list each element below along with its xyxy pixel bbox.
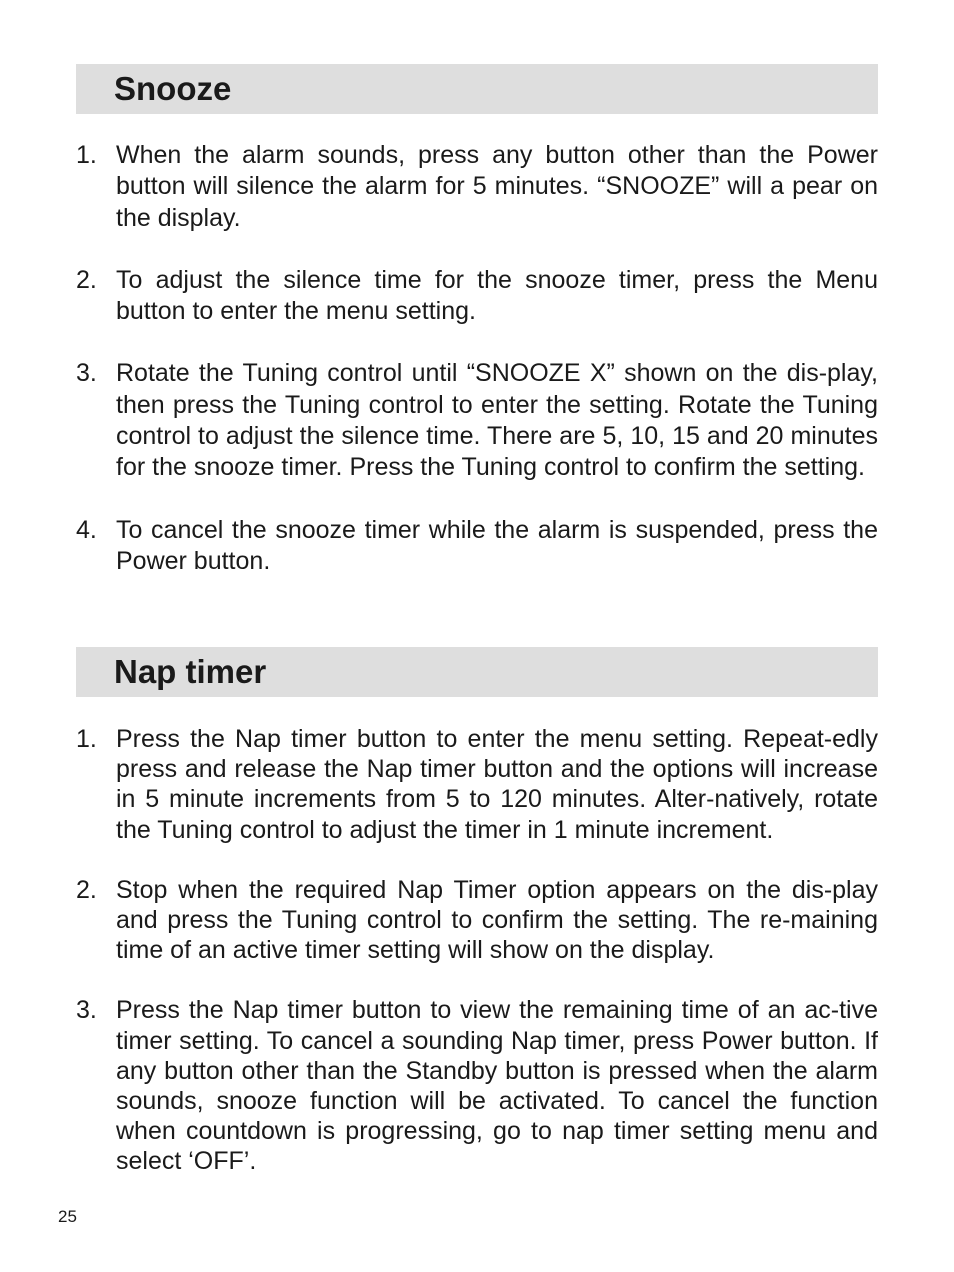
step-number: 4.	[76, 515, 97, 544]
step-number: 3.	[76, 359, 97, 388]
step-text: When the alarm sounds, press any button other than the Power button will silence the alarm for 5 minutes. “SNOOZE” will a pear on the display.	[116, 141, 878, 232]
list-item	[76, 358, 878, 483]
step-text: To cancel the snooze timer while the alarm is suspended, press the Power button.	[116, 515, 878, 575]
list-item	[76, 995, 878, 1176]
step-number: 1.	[76, 141, 97, 169]
step-number: 2.	[76, 265, 97, 294]
list-item	[76, 875, 878, 966]
snooze-header	[76, 64, 878, 114]
list-item	[76, 515, 878, 578]
list-item	[76, 265, 878, 328]
snooze-steps	[76, 140, 878, 577]
step-number: 3.	[76, 996, 97, 1025]
list-item	[76, 140, 878, 234]
snooze-title: Snooze	[114, 70, 232, 107]
step-text: Press the Nap timer button to view the remaining time of an ac-tive timer setting. To cancel a sounding Nap timer, press Power button. If any button other than the Standby button is pressed when the alarm sounds, snooze function will be activated. To cancel the function when countdown is progressing, go to nap timer setting menu and select ‘OFF’.	[116, 996, 878, 1176]
step-number: 1.	[76, 725, 97, 753]
step-text: Rotate the Tuning control until “SNOOZE X” shown on the dis-play, then press the Tuning control to enter the setting. Rotate the Tuning control to adjust the silence time. There are 5, 10, 15 and 20 minutes for the snooze timer. Press the Tuning control to confirm the setting.	[116, 359, 878, 482]
nap-timer-steps	[76, 724, 878, 1177]
nap-timer-header	[76, 647, 878, 697]
step-text: To adjust the silence time for the snooze timer, press the Menu button to enter the menu setting.	[116, 265, 878, 326]
step-number: 2.	[76, 875, 97, 904]
step-text: Stop when the required Nap Timer option appears on the dis-play and press the Tuning control to confirm the setting. The re-maining time of an active timer setting will show on the display.	[116, 875, 878, 965]
nap-timer-title: Nap timer	[114, 653, 267, 690]
page-number: 25	[58, 1207, 77, 1226]
step-text: Press the Nap timer button to enter the menu setting. Repeat-edly press and release the Nap timer button and the options will increase in 5 minute increments from 5 to 120 minutes. Alter-natively, rotate the Tuning control to adjust the timer in 1 minute increment.	[116, 725, 878, 844]
list-item	[76, 724, 878, 845]
